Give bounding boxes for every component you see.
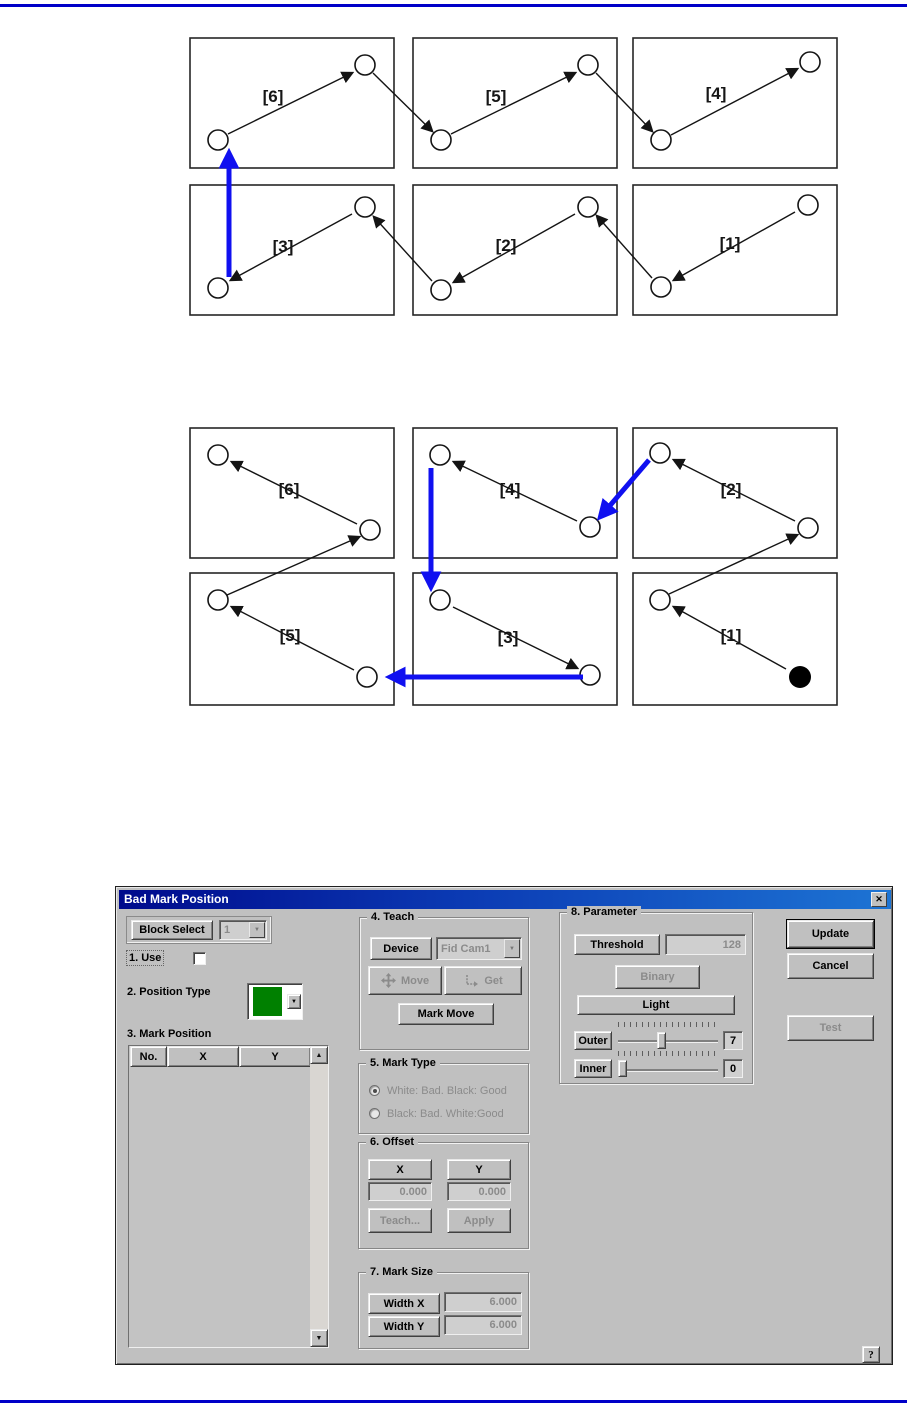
- mark-position-label: 3. Mark Position: [127, 1028, 212, 1040]
- position-type-color-swatch: [253, 987, 282, 1016]
- teach-group: [359, 911, 529, 1050]
- chevron-down-icon[interactable]: ▼: [504, 939, 520, 958]
- dialog-title: Bad Mark Position: [124, 892, 229, 906]
- inner-value: 0: [723, 1059, 743, 1078]
- width-y-button: Width Y: [368, 1316, 440, 1337]
- block-label: [2]: [720, 480, 742, 499]
- block-label: [6]: [278, 480, 300, 499]
- radio-white-bad-label: White: Bad. Black: Good: [387, 1085, 507, 1097]
- block-label: [1]: [719, 234, 741, 253]
- close-icon[interactable]: ✕: [871, 892, 887, 907]
- move-label: Move: [400, 974, 430, 987]
- use-checkbox[interactable]: [193, 952, 206, 965]
- test-button[interactable]: Test: [787, 1015, 874, 1041]
- radio-black-bad-label: Black: Bad. White:Good: [387, 1108, 504, 1120]
- block-label: [4]: [705, 84, 727, 103]
- inner-slider-ticks: [618, 1051, 720, 1056]
- block-label: [2]: [495, 236, 517, 255]
- outer-button[interactable]: Outer: [574, 1031, 612, 1050]
- table-scrollbar[interactable]: [310, 1046, 328, 1347]
- mark-type-group-title: 5. Mark Type: [366, 1057, 440, 1069]
- block-label: [5]: [279, 626, 301, 645]
- block-label: [3]: [497, 628, 519, 647]
- block-label: [4]: [499, 480, 521, 499]
- update-button[interactable]: Update: [787, 920, 874, 948]
- position-type-combo[interactable]: [247, 983, 303, 1020]
- block-label: [6]: [262, 87, 284, 106]
- get-icon: [463, 974, 479, 988]
- block-select-value: 1: [224, 924, 231, 936]
- chevron-down-icon[interactable]: ▼: [287, 994, 301, 1009]
- block-select-frame: [126, 916, 272, 944]
- get-button[interactable]: [444, 966, 522, 995]
- offset-apply-button[interactable]: Apply: [447, 1208, 511, 1233]
- move-button[interactable]: [368, 966, 442, 995]
- get-label: Get: [484, 974, 503, 987]
- mark-type-group: [358, 1057, 529, 1134]
- device-button[interactable]: Device: [370, 937, 432, 960]
- dialog-titlebar[interactable]: [119, 890, 891, 909]
- parameter-group: [559, 906, 753, 1084]
- parameter-group-title: 8. Parameter: [567, 906, 641, 918]
- offset-x-header: X: [368, 1159, 432, 1180]
- outer-slider-ticks: [618, 1022, 720, 1027]
- footer-rule: [0, 1400, 907, 1403]
- threshold-button[interactable]: Threshold: [574, 934, 660, 955]
- width-x-field[interactable]: 6.000: [444, 1292, 522, 1312]
- scroll-up-icon[interactable]: ▲: [310, 1046, 328, 1064]
- col-header-no[interactable]: No.: [130, 1046, 167, 1067]
- scroll-down-icon[interactable]: ▼: [310, 1329, 328, 1347]
- col-header-x[interactable]: X: [167, 1046, 239, 1067]
- inner-button[interactable]: Inner: [574, 1059, 612, 1078]
- block-scan-order-diagram-2: [185, 420, 845, 715]
- inner-slider-thumb[interactable]: [618, 1060, 627, 1077]
- radio-black-bad[interactable]: [369, 1108, 380, 1119]
- mark-size-group-title: 7. Mark Size: [366, 1266, 437, 1278]
- binary-button[interactable]: Binary: [615, 965, 700, 989]
- col-header-y[interactable]: Y: [239, 1046, 311, 1067]
- width-y-field[interactable]: 6.000: [444, 1315, 522, 1335]
- chevron-down-icon[interactable]: ▼: [249, 922, 265, 938]
- offset-y-field[interactable]: 0.000: [447, 1182, 511, 1201]
- mark-move-button[interactable]: Mark Move: [398, 1003, 494, 1025]
- block-label: [1]: [720, 626, 742, 645]
- light-button[interactable]: Light: [577, 995, 735, 1015]
- teach-group-title: 4. Teach: [367, 911, 418, 923]
- move-icon: [381, 973, 396, 988]
- offset-x-field[interactable]: 0.000: [368, 1182, 432, 1201]
- offset-group-title: 6. Offset: [366, 1136, 418, 1148]
- block-select-button[interactable]: Block Select: [131, 920, 213, 940]
- inner-slider-track[interactable]: [618, 1069, 718, 1071]
- device-value: Fid Cam1: [441, 942, 491, 955]
- header-rule: [0, 4, 907, 7]
- block-label: [5]: [485, 87, 507, 106]
- help-button[interactable]: ?: [862, 1346, 880, 1363]
- device-combo[interactable]: [436, 937, 522, 960]
- offset-teach-button[interactable]: Teach...: [368, 1208, 432, 1233]
- mark-position-table[interactable]: [128, 1045, 329, 1348]
- bad-mark-position-dialog: [115, 886, 893, 1365]
- cancel-button[interactable]: Cancel: [787, 953, 874, 979]
- width-x-button: Width X: [368, 1293, 440, 1314]
- offset-y-header: Y: [447, 1159, 511, 1180]
- mark-size-group: [358, 1266, 529, 1349]
- threshold-field[interactable]: 128: [665, 934, 746, 955]
- use-label: 1. Use: [126, 950, 164, 966]
- position-type-label: 2. Position Type: [127, 986, 211, 998]
- block-label: [3]: [272, 237, 294, 256]
- diagram2-boxes: [190, 428, 837, 705]
- offset-group: [358, 1136, 529, 1249]
- outer-value: 7: [723, 1031, 743, 1050]
- radio-white-bad[interactable]: [369, 1085, 380, 1096]
- block-scan-order-diagram-1: [185, 30, 845, 320]
- outer-slider-track[interactable]: [618, 1040, 718, 1042]
- start-node-filled: [789, 666, 811, 688]
- block-select-combo[interactable]: [219, 920, 267, 940]
- diagram1-boxes: [190, 38, 837, 315]
- outer-slider-thumb[interactable]: [657, 1032, 666, 1049]
- radio-selected-dot: [373, 1089, 377, 1093]
